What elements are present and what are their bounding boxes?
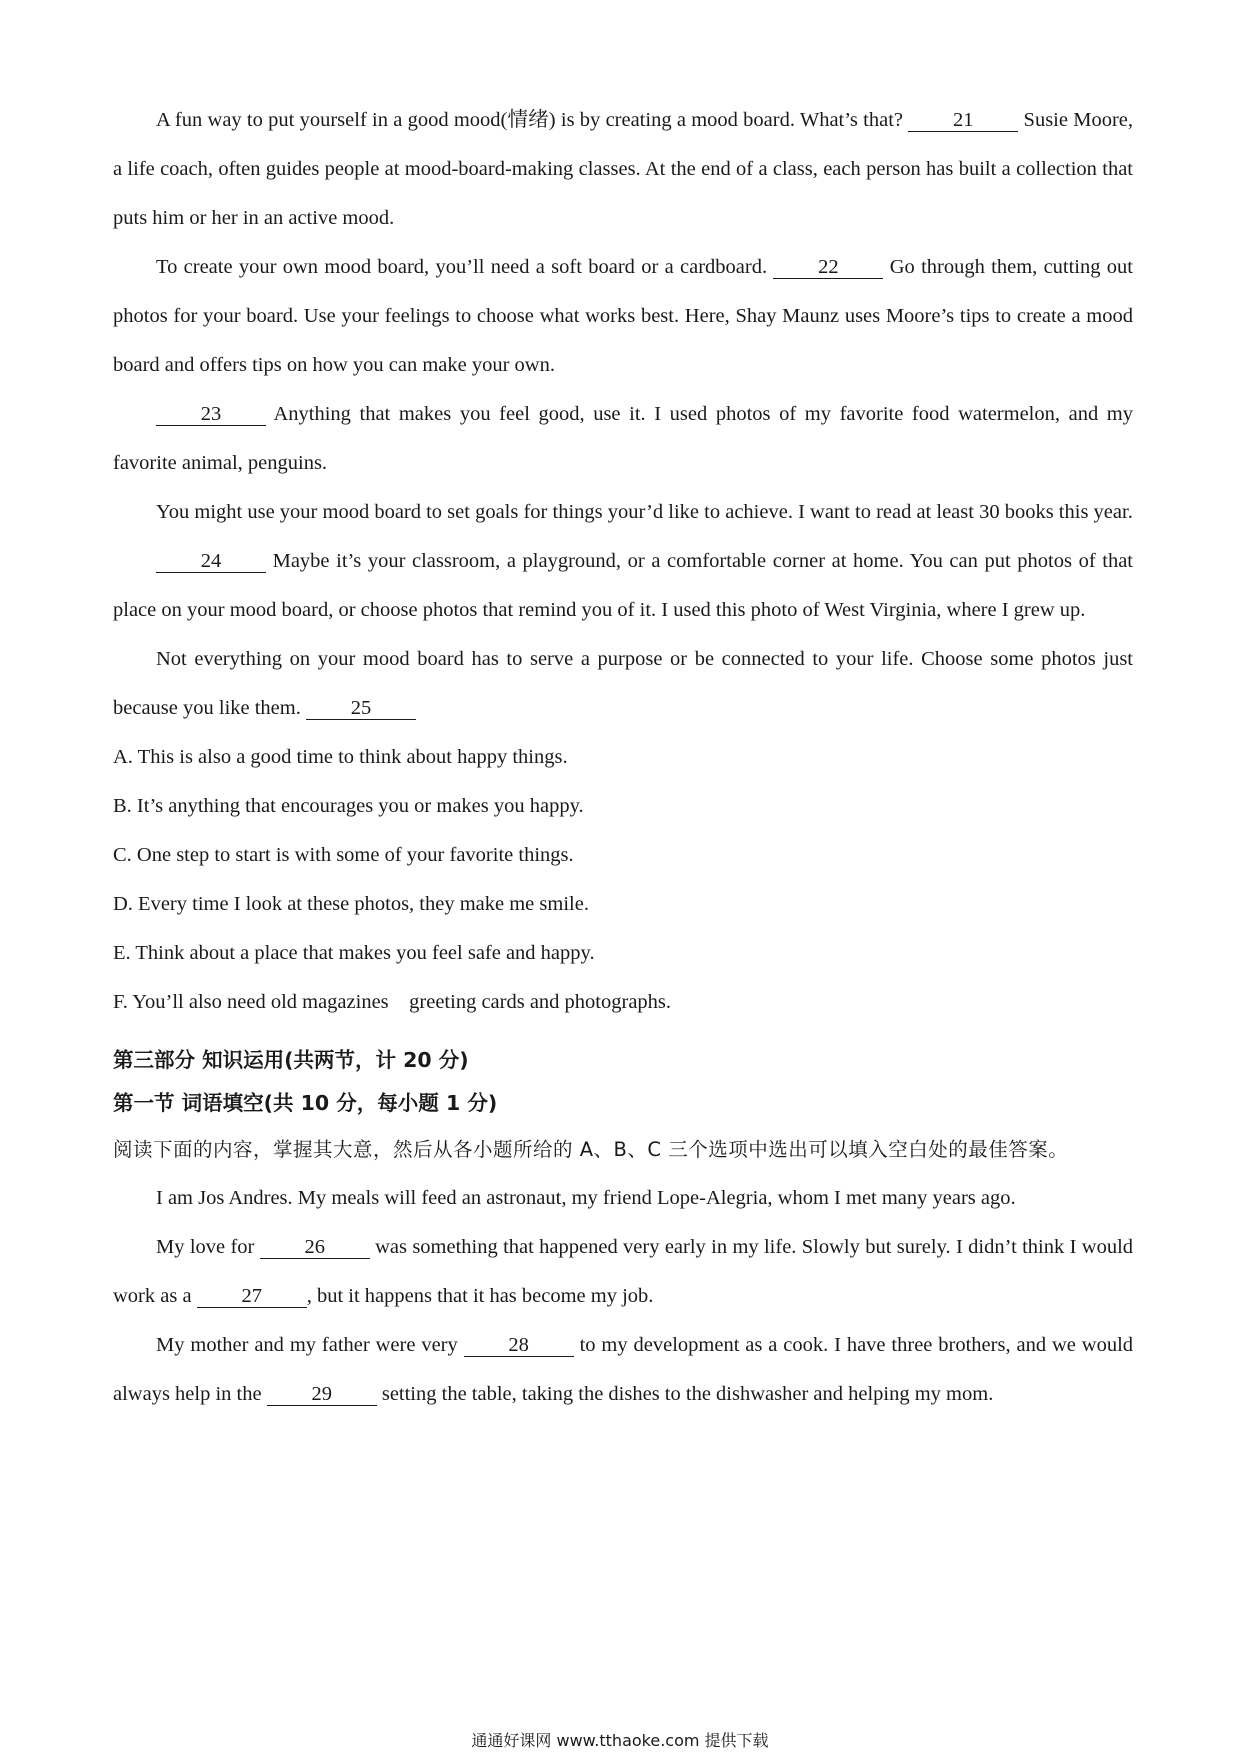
blank-21: 21: [908, 109, 1018, 132]
option-f: F. You’ll also need old magazines greeting cards and photographs.: [113, 991, 672, 1013]
option-c: C. One step to start is with some of your favorite things.: [113, 844, 574, 866]
cloze-p2-s2: was something that happened very early in my life. Slowly but surely. I didn’t think I would work as a: [113, 1236, 1134, 1307]
blank-29: 29: [267, 1383, 377, 1406]
reading-paragraph-3: [113, 390, 1133, 488]
reading-paragraph-2: [113, 243, 1133, 390]
cloze-p3-s2: to my development as a cook. I have three brothers, and we would always help in the: [113, 1334, 1134, 1405]
part3-heading: 第三部分 知识运用(共两节，计 20 分): [113, 1048, 469, 1072]
reading-paragraph-6: [113, 635, 1133, 733]
reading-paragraph-5: [113, 537, 1133, 635]
cloze-p2-s3: , but it happens that it has become my job.: [306, 1285, 654, 1307]
option-d: D. Every time I look at these photos, they make me smile.: [113, 893, 589, 915]
blank-27: 27: [197, 1285, 307, 1308]
reading-p1-text-after: Susie Moore, a life coach, often guides people at mood-board-making classes. At the end of a class, each person has built a collection that puts him or her in an active mood.: [113, 109, 1134, 229]
document-page: [113, 96, 1133, 1419]
blank-25: 25: [306, 697, 416, 720]
cloze-paragraph-1: [113, 1174, 1133, 1223]
cloze-paragraph-2: [113, 1223, 1133, 1321]
reading-p5-text-after: Maybe it’s your classroom, a playground, or a comfortable corner at home. You can put photos of that place on your mood board, or choose photos that remind you of it. I used this photo of West Virginia, where I grew up.: [113, 550, 1133, 621]
blank-24: 24: [156, 550, 266, 573]
option-a: A. This is also a good time to think about happy things.: [113, 746, 568, 768]
section1-instruction: 阅读下面的内容，掌握其大意，然后从各小题所给的 A、B、C 三个选项中选出可以填入空白处的最佳答案。: [113, 1138, 1069, 1161]
section1-heading: 第一节 词语填空(共 10 分，每小题 1 分): [113, 1091, 498, 1115]
option-e: E. Think about a place that makes you feel safe and happy.: [113, 942, 595, 964]
reading-p1-text-before: A fun way to put yourself in a good mood(情绪) is by creating a mood board. What’s that?: [156, 109, 904, 131]
reading-p3-text-after: Anything that makes you feel good, use it. I used photos of my favorite food watermelon, and my favorite animal, penguins.: [113, 403, 1133, 474]
reading-paragraph-4: [113, 488, 1133, 537]
blank-26: 26: [260, 1236, 370, 1259]
reading-p2-text-before: To create your own mood board, you’ll need a soft board or a cardboard.: [156, 256, 768, 278]
reading-p4-text: You might use your mood board to set goals for things your’d like to achieve. I want to read at least 30 books this year.: [156, 501, 1133, 523]
reading-paragraph-1: [113, 96, 1133, 243]
cloze-p2-s1: My love for: [156, 1236, 255, 1258]
answer-options: [113, 733, 1133, 1027]
reading-p6-text-before: Not everything on your mood board has to serve a purpose or be connected to your life. Choose some photos just because you like them.: [113, 648, 1133, 719]
blank-23: 23: [156, 403, 266, 426]
cloze-p1-text: I am Jos Andres. My meals will feed an astronaut, my friend Lope-Alegria, whom I met many years ago.: [156, 1187, 1016, 1209]
cloze-paragraph-3: [113, 1321, 1133, 1419]
blank-22: 22: [773, 256, 883, 279]
cloze-p3-s3: setting the table, taking the dishes to the dishwasher and helping my mom.: [381, 1383, 994, 1405]
cloze-p3-s1: My mother and my father were very: [156, 1334, 458, 1356]
reading-p2-text-after: Go through them, cutting out photos for your board. Use your feelings to choose what works best. Here, Shay Maunz uses Moore’s tips to create a mood board and offers tips on how you can make your own.: [113, 256, 1134, 376]
blank-28: 28: [464, 1334, 574, 1357]
page-footer: 通通好课网 www.tthaoke.com 提供下载: [471, 1731, 769, 1750]
option-b: B. It’s anything that encourages you or makes you happy.: [113, 795, 584, 817]
